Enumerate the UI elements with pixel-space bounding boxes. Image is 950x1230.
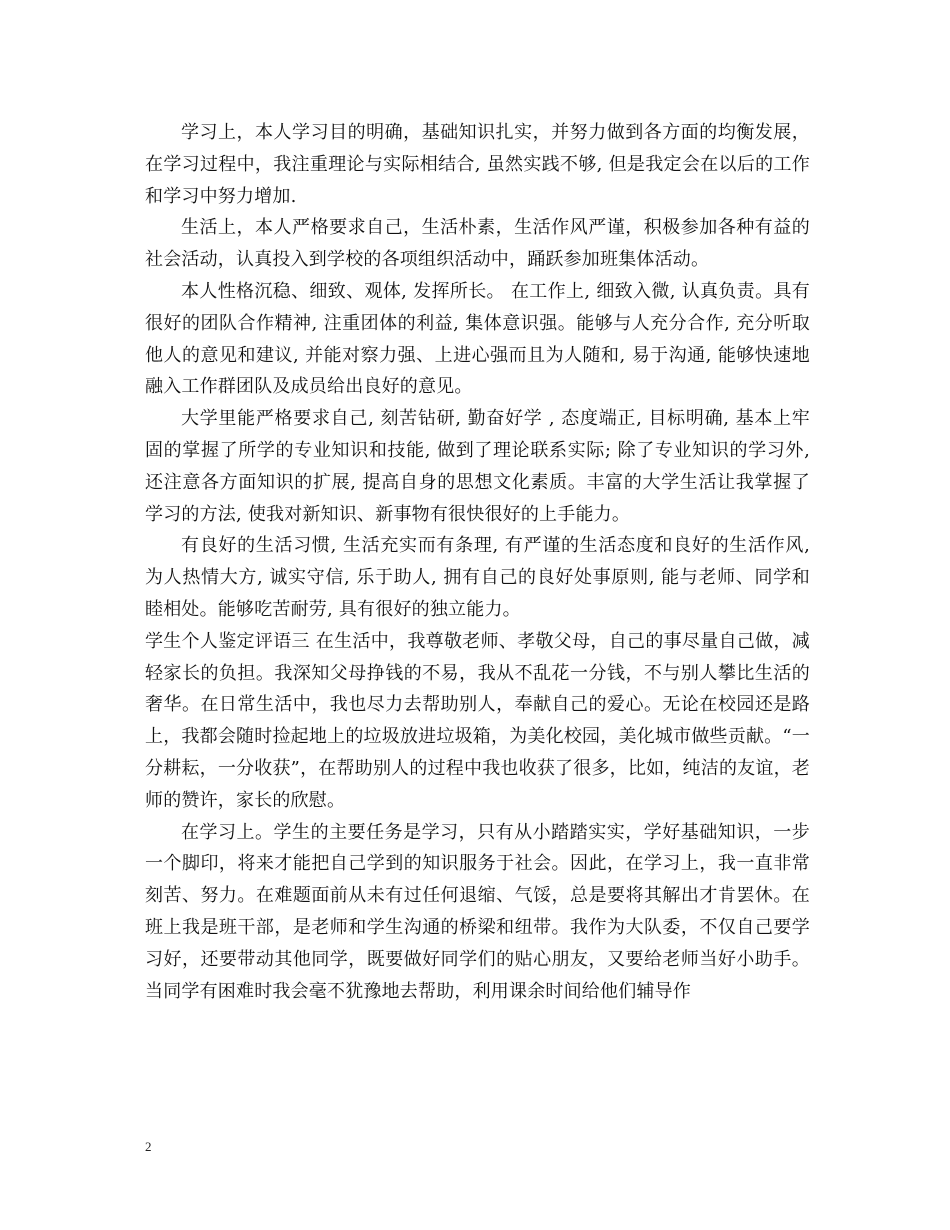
- paragraph-study: 学习上，本人学习目的明确，基础知识扎实，并努力做到各方面的均衡发展，在学习过程中，我注重理论与实际相结合, 虽然实践不够, 但是我定会在以后的工作和学习中努力增加.: [145, 122, 810, 207]
- paragraph-habits: 有良好的生活习惯, 生活充实而有条理, 有严谨的生活态度和良好的生活作风, 为人热情大方, 诚实守信, 乐于助人, 拥有自己的良好处事原则, 能与老师、同学和睦相处。能够吃苦耐劳, 具有很好的独立能力。: [145, 535, 810, 620]
- paragraph-life: 生活上，本人严格要求自己，生活朴素，生活作风严谨，积极参加各种有益的社会活动，认真投入到学校的各项组织活动中，踊跃参加班集体活动。: [145, 217, 810, 271]
- paragraph-learning: 在学习上。学生的主要任务是学习，只有从小踏踏实实，学好基础知识，一步一个脚印，将来才能把自己学到的知识服务于社会。因此，在学习上，我一直非常刻苦、努力。在难题面前从未有过任何退缩、气馁，总是要将其解出才肯罢休。在班上我是班干部，是老师和学生沟通的桥梁和纽带。我作为大队委，不仅自己要学习好，还要带动其他同学，既要做好同学们的贴心朋友，又要给老师当好小助手。当同学有困难时我会毫不犹豫地去帮助，利用课余时间给他们辅导作: [145, 821, 810, 1002]
- paragraph-university: 大学里能严格要求自己, 刻苦钻研, 勤奋好学 , 态度端正, 目标明确, 基本上牢固的掌握了所学的专业知识和技能, 做到了理论联系实际; 除了专业知识的学习外, 还注意各方面知识的扩展, 提高自身的思想文化素质。丰富的大学生活让我掌握了学习的方法, 使我对新知识、新事物有很快很好的上手能力。: [145, 408, 810, 525]
- paragraph-personality: 本人性格沉稳、细致、观体, 发挥所长。 在工作上, 细致入微, 认真负责。具有很好的团队合作精神, 注重团体的利益, 集体意识强。能够与人充分合作, 充分听取他人的意见和建议, 并能对察力强、上进心强而且为人随和, 易于沟通, 能够快速地融入工作群团队及成员给出良好的意见。: [145, 280, 810, 398]
- page-number: 2: [145, 1139, 152, 1154]
- document-body: [145, 117, 810, 1007]
- paragraph-evaluation-three: 学生个人鉴定评语三 在生活中，我尊敬老师、孝敬父母，自己的事尽量自己做，减轻家长的负担。我深知父母挣钱的不易，我从不乱花一分钱，不与别人攀比生活的奢华。在日常生活中，我也尽力去帮助别人，奉献自己的爱心。无论在校园还是路上，我都会随时捡起地上的垃圾放进垃圾箱，为美化校园，美化城市做些贡献。“一分耕耘，一分收获”，在帮助别人的过程中我也收获了很多，比如，纯洁的友谊，老师的赞许，家长的欣慰。: [145, 630, 810, 811]
